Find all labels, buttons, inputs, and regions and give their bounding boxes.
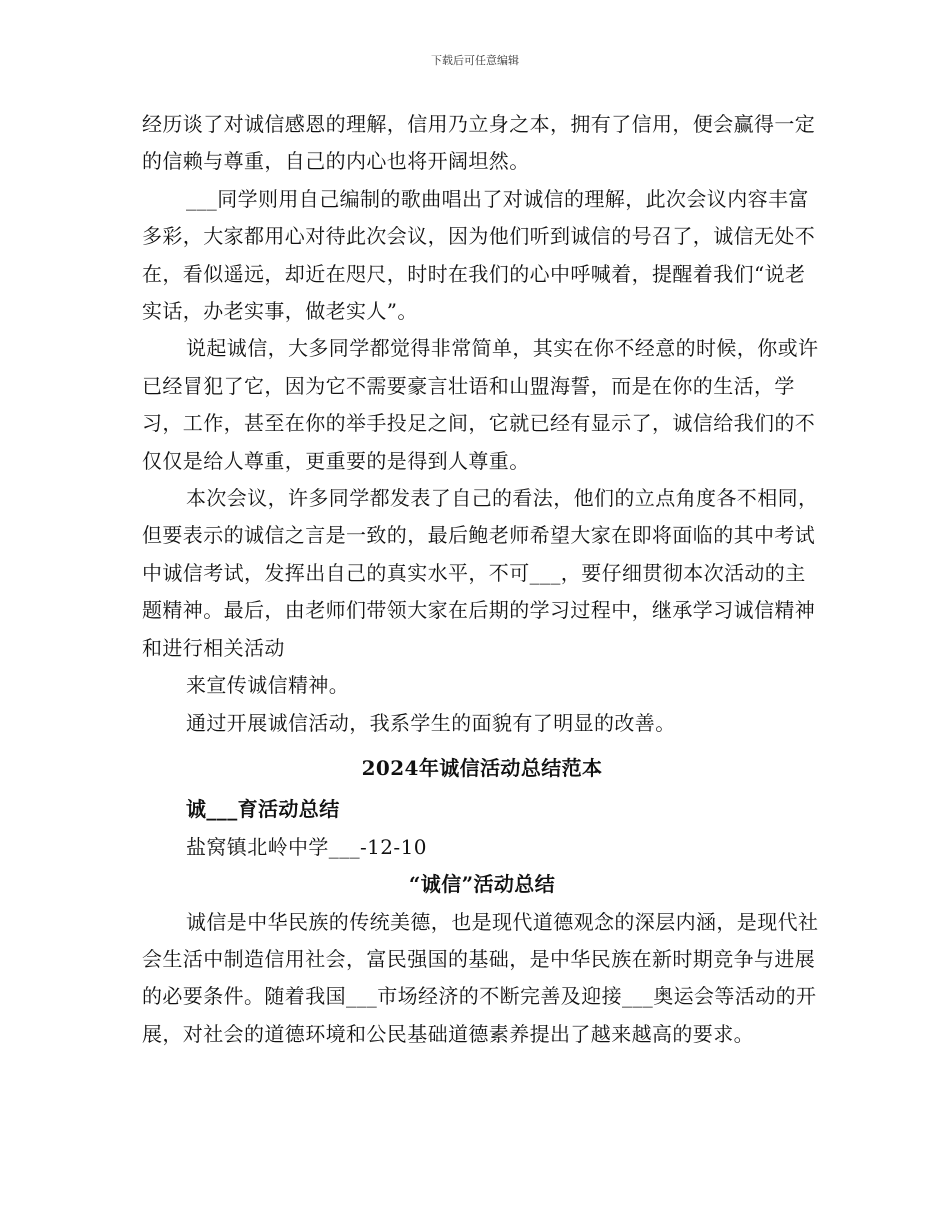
section-title: 2024年诚信活动总结范本: [361, 755, 603, 780]
paragraph-6: 通过开展诚信活动，我系学生的面貌有了明显的改善。: [186, 710, 676, 735]
document-body: [142, 106, 822, 1053]
page-header: 下载后可任意编辑: [431, 54, 519, 67]
paragraph-1: 经历谈了对诚信感恩的理解，信用乃立身之本，拥有了信用，便会赢得一定的信赖与尊重，自己的内心也将开阔坦然。: [142, 112, 816, 174]
section-subtitle: 诚___育活动总结: [186, 797, 340, 822]
paragraph-5: 来宣传诚信精神。: [186, 673, 350, 698]
paragraph-2: ___同学则用自己编制的歌曲唱出了对诚信的理解，此次会议内容丰富多彩，大家都用心对待此次会议，因为他们听到诚信的号召了，诚信无处不在，看似遥远，却近在咫尺，时时在我们的心中呼喊着，提醒着我们“说老实话，办老实事，做老实人”。: [142, 186, 816, 324]
paragraph-3: 说起诚信，大多同学都觉得非常简单，其实在你不经意的时候，你或许已经冒犯了它，因为它不需要豪言壮语和山盟海誓，而是在你的生活，学习，工作，甚至在你的举手投足之间，它就已经有显示了，诚信给我们的不仅仅是给人尊重，更重要的是得到人尊重。: [142, 336, 819, 473]
section-heading: “诚信”活动总结: [408, 872, 556, 897]
byline: 盐窝镇北岭中学___-12-10: [186, 834, 427, 859]
section-body: 诚信是中华民族的传统美德，也是现代道德观念的深层内涵，是现代社会生活中制造信用社会，富民强国的基础，是中华民族在新时期竞争与进展的必要条件。随着我国___市场经济的不断完善及迎接___奥运会等活动的开展，对社会的道德环境和公民基础道德素养提出了越来越高的要求。: [142, 909, 819, 1046]
paragraph-4: 本次会议，许多同学都发表了自己的看法，他们的立点角度各不相同，但要表示的诚信之言是一致的，最后鲍老师希望大家在即将面临的其中考试中诚信考试，发挥出自己的真实水平，不可___，要仔细贯彻本次活动的主题精神。最后，由老师们带领大家在后期的学习过程中，继承学习诚信精神和进行相关活动: [142, 486, 819, 660]
